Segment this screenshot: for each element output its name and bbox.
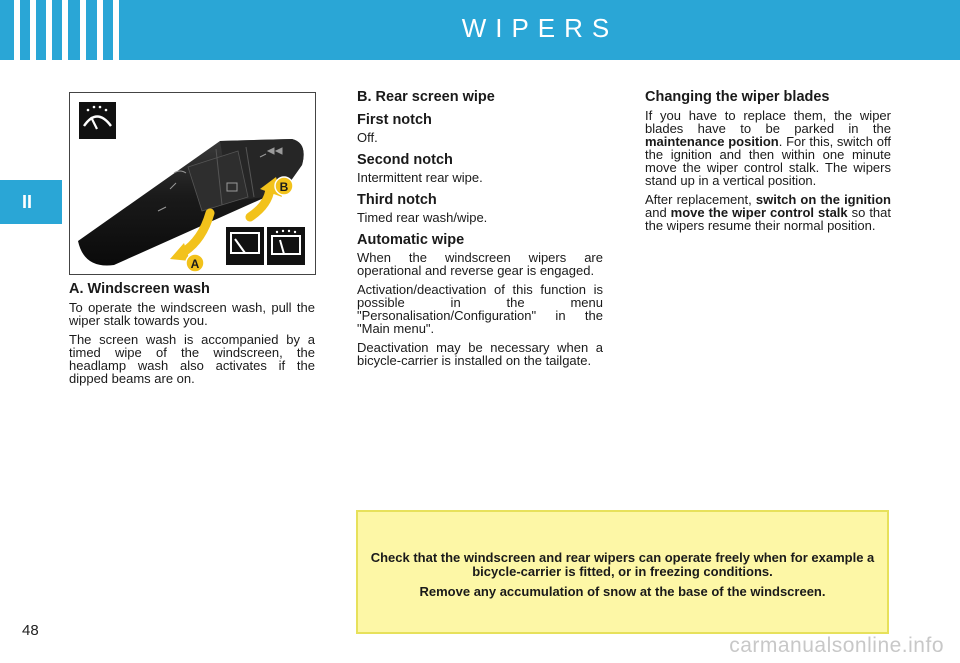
page-title: WIPERS — [461, 13, 619, 43]
subheading-automatic-wipe: Automatic wipe — [357, 232, 465, 248]
header-stripe — [80, 0, 86, 60]
section-rear-screen-wipe — [357, 91, 603, 373]
subheading-first-notch: First notch — [357, 112, 432, 128]
callout-b — [275, 177, 293, 195]
paragraph: After replacement, switch on the ignition and move the wiper control stalk so that the wipers resume their normal position. — [645, 192, 892, 233]
chapter-tab-edge — [54, 180, 62, 224]
watermark: carmanualsonline.info — [729, 634, 944, 657]
paragraph: Intermittent rear wipe. — [357, 170, 483, 185]
warning-notice — [356, 510, 889, 634]
wiper-stalk-drawing — [70, 93, 315, 274]
rear-wash-icon — [267, 227, 305, 265]
header-stripe — [30, 0, 36, 60]
rear-wiper-icon — [226, 227, 264, 265]
chapter-tab: II — [0, 180, 54, 224]
paragraph: To operate the windscreen wash, pull the wiper stalk towards you. — [69, 300, 315, 328]
callout-a-label: A — [190, 257, 200, 271]
paragraph: Activation/deactivation of this function is possible in the menu "Personalisation/Configuration" in the "Main menu". — [357, 282, 603, 336]
notice-line: Check that the windscreen and rear wipers can operate freely when for example a bicycle-carrier is fitted, or in freezing conditions. — [370, 550, 875, 579]
windscreen-wash-icon — [79, 102, 116, 139]
header-band — [0, 0, 960, 60]
header-stripe — [97, 0, 103, 60]
subheading-third-notch: Third notch — [357, 192, 437, 208]
callout-b-label: B — [279, 180, 289, 194]
section-heading: B. Rear screen wipe — [357, 89, 495, 105]
header-stripe — [14, 0, 20, 60]
paragraph: Deactivation may be necessary when a bicycle-carrier is installed on the tailgate. — [357, 340, 603, 368]
header-stripe — [46, 0, 52, 60]
section-changing-wiper-blades — [645, 91, 891, 238]
section-heading: A. Windscreen wash — [69, 281, 210, 297]
notice-line: Remove any accumulation of snow at the base of the windscreen. — [419, 584, 826, 599]
paragraph: Off. — [357, 130, 378, 145]
paragraph: When the windscreen wipers are operational and reverse gear is engaged. — [357, 250, 603, 278]
paragraph: The screen wash is accompanied by a timed wipe of the windscreen, the headlamp wash also activates if the dipped beams are on. — [69, 332, 315, 386]
paragraph: If you have to replace them, the wiper blades have to be parked in the maintenance position. For this, switch off the ignition and then within one minute move the wiper control stalk. The wipers stand up in a vertical position. — [645, 108, 891, 188]
page-number: 48 — [22, 622, 39, 639]
header-stripe — [113, 0, 119, 60]
paragraph: Timed rear wash/wipe. — [357, 210, 488, 225]
section-heading: Changing the wiper blades — [645, 89, 830, 105]
callout-a — [186, 254, 204, 272]
section-windscreen-wash — [69, 283, 315, 391]
header-stripe — [62, 0, 68, 60]
wiper-stalk-illustration — [69, 92, 316, 275]
subheading-second-notch: Second notch — [357, 152, 453, 168]
